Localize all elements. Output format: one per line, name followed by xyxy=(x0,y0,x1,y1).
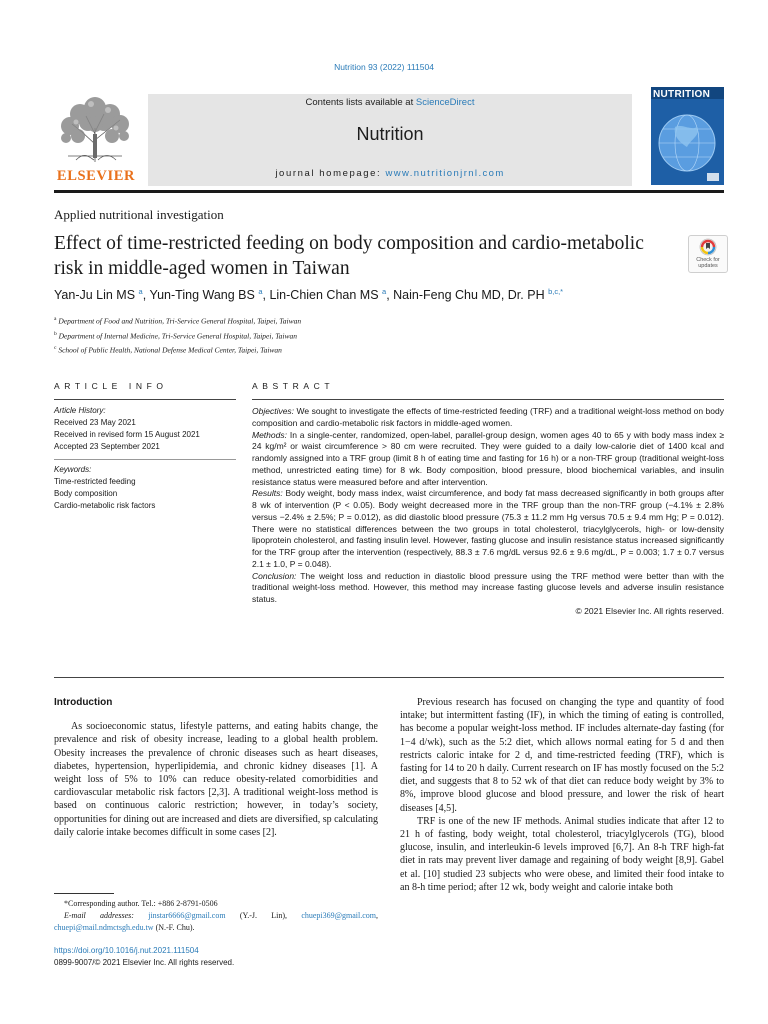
abstract-results xyxy=(252,488,724,570)
author-affiliation-marker[interactable]: a xyxy=(382,287,387,296)
abstract-copyright: © 2021 Elsevier Inc. All rights reserved. xyxy=(575,605,724,616)
check-updates-label: Check for updates xyxy=(696,257,720,269)
article-info-heading: ARTICLE INFO xyxy=(54,381,168,391)
objectives-text: We sought to investigate the effects of time-restricted feeding (TRF) and a traditional weight-loss method on body composition and cardio-metabolic risk factors in middle-aged women. xyxy=(252,406,724,428)
article-title: Effect of time-restricted feeding on body composition and cardio-metabolic risk in middle-aged women in Taiwan xyxy=(54,233,644,279)
footnote-divider xyxy=(54,893,114,894)
check-for-updates-button[interactable] xyxy=(688,235,728,273)
email-label: E-mail addresses: xyxy=(64,911,149,920)
footnotes xyxy=(54,898,378,934)
abstract-divider xyxy=(252,399,724,400)
article-history xyxy=(54,405,236,453)
author-list xyxy=(54,287,563,302)
affiliation-item xyxy=(54,342,301,357)
email-link[interactable]: jinstar6666@gmail.com xyxy=(148,911,226,920)
author-affiliation-marker[interactable]: a xyxy=(138,287,143,296)
author-separator: , xyxy=(142,288,150,303)
sciencedirect-link[interactable]: ScienceDirect xyxy=(415,97,475,108)
doi-link[interactable]: https://doi.org/10.1016/j.nut.2021.111504 xyxy=(54,946,199,955)
abstract-heading: ABSTRACT xyxy=(252,381,335,391)
affiliation-text: Department of Food and Nutrition, Tri-Service General Hospital, Taipei, Taiwan xyxy=(58,316,302,326)
keyword-item: Time-restricted feeding xyxy=(54,477,136,486)
keyword-item: Body composition xyxy=(54,489,118,498)
contents-line xyxy=(148,97,632,108)
abstract-objectives xyxy=(252,406,724,430)
check-updates-icon xyxy=(698,238,718,256)
affiliation-item xyxy=(54,328,301,343)
email-owner: (N.-F. Chu). xyxy=(153,923,195,932)
author-separator: , xyxy=(262,288,270,303)
history-accepted: Accepted 23 September 2021 xyxy=(54,442,160,451)
abstract-bottom-divider xyxy=(54,677,724,678)
article-type: Applied nutritional investigation xyxy=(54,207,224,222)
body-left-column xyxy=(54,696,378,839)
email-note xyxy=(54,910,378,934)
author-name: Yan-Ju Lin MS xyxy=(54,288,136,303)
author-name: Yun-Ting Wang BS xyxy=(149,288,255,303)
doi-block xyxy=(54,945,234,969)
keywords-label: Keywords: xyxy=(54,465,92,474)
abstract-conclusion xyxy=(252,571,724,606)
author-name: Nain-Feng Chu MD, Dr. PH xyxy=(393,288,545,303)
body-paragraph: Previous research has focused on changing the type and quantity of food intake; but intermittent fasting (IF), in which the timing of eating is controlled, has become a popular weight-loss method. IF includes alternate-day fasting (for 1−4 d/wk), such as the 5:2 diet, which allows normal eating for 5 d and then restricts caloric intake for 2 d, and time-restricted feeding (TRF), which is fasting for 14 to 20 h daily. Current research on IF has mostly focused on the 5:2 diet, and suggests that 8 to 52 wk of that diet can reduce body weight by 3% to 8%, improve blood glucose and blood pressure, and lower the risk of heart diseases [4,5]. xyxy=(400,697,724,814)
cover-globe-icon xyxy=(651,87,724,185)
article-info-divider xyxy=(54,399,236,400)
author-affiliation-marker[interactable]: b,c,* xyxy=(548,287,564,296)
author-affiliation-marker[interactable]: a xyxy=(258,287,263,296)
email-link[interactable]: chuepi@mail.ndmctsgh.edu.tw xyxy=(54,923,154,932)
cover-title: NUTRITION xyxy=(653,89,711,100)
methods-text: In a single-center, randomized, open-label, parallel-group design, women ages 40 to 65 y with body mass index ≥ 24 kg/m² or waist circumference > 80 cm were recruited. They were guided to a daily low-calorie diet of 1400 kcal and randomly assigned into a TRF group (limit 8 h of eating time and fasting for 16 h) or a non-TRF group (traditional weight-loss method, unrestricted eating time) for 8 wk. Body composition, blood pressure, blood biochemical variables, and insulin resistance status were measured before and after intervention. xyxy=(252,429,724,487)
affiliation-marker: a xyxy=(54,316,57,322)
email-owner: (Y.-J. Lin), xyxy=(225,911,302,920)
homepage-prefix: journal homepage: xyxy=(275,168,386,179)
methods-label: Methods: xyxy=(252,429,287,440)
history-revised: Received in revised form 15 August 2021 xyxy=(54,430,200,439)
conclusion-label: Conclusion: xyxy=(252,570,297,581)
affiliation-text: School of Public Health, National Defense Medical Center, Taipei, Taiwan xyxy=(58,345,282,355)
introduction-heading: Introduction xyxy=(54,697,113,708)
issn-line: 0899-9007/© 2021 Elsevier Inc. All rights reserved. xyxy=(54,958,235,967)
elsevier-tree-icon xyxy=(58,94,132,164)
keyword-item: Cardio-metabolic risk factors xyxy=(54,501,156,510)
results-text: Body weight, body mass index, waist circumference, and body fat mass decreased significantly in both groups after 8 wk of intervention (P < 0.05). Body weight decreased more in the TRF group than the non-TRF group (−4.1% ± 2.8% versus −2.4% ± 2.5%; P = 0.012), as did diastolic blood pressure (75.3 ± 11.2 mm Hg versus 70.5 ± 9.4 mm Hg; P = 0.012). There were no statistical differences between the two groups in total cholesterol, triacylglycerols, high- or low-density lipoprotein cholesterol, and fasting insulin level. However, fasting glucose and insulin resistance status increased significantly for the TRF group after the intervention (respectively, 88.3 ± 7.6 mg/dL versus 92.6 ± 9.6 mg/dL, P = 0.003; 1.7 ± 0.7 versus 2.1 ± 1.0, P = 0.048). xyxy=(252,488,724,569)
author-name: Lin-Chien Chan MS xyxy=(269,288,379,303)
elsevier-logo[interactable] xyxy=(54,94,138,186)
keywords-block xyxy=(54,464,236,512)
body-paragraph: TRF is one of the new IF methods. Animal studies indicate that after 12 to 21 h of fasting, body weight, total cholesterol, triacylglycerols (TG), blood glucose, insulin, and interleukin-6 levels improved [6,7]. An 8-h TRF high-fat diet in rats may prevent liver damage and regaining of body weight [8,9]. Gabel et al. [10] studied 23 subjects who were obese, and limited their food intake to an 8-h time period; after 12 wk, body weight and calorie intake both xyxy=(400,815,724,893)
history-label: Article History: xyxy=(54,406,106,415)
journal-cover-thumbnail[interactable] xyxy=(651,87,724,185)
corresponding-author-note: *Corresponding author. Tel.: +886 2-8791-0506 xyxy=(64,899,218,908)
affiliation-text: Department of Internal Medicine, Tri-Service General Hospital, Taipei, Taiwan xyxy=(58,331,298,340)
homepage-line xyxy=(148,168,632,179)
keywords-divider xyxy=(54,459,236,460)
body-paragraph: As socioeconomic status, lifestyle patterns, and eating habits change, the prevalence and risk of obesity increase, leading to a global health problem. Obesity increases the prevalence of chronic diseases such as heart diseases, diabetes, hypertension, hyperlipidemia, and chronic kidney diseases [1]. A weight loss of 5% to 10% can reduce obesity-related comorbidities and cardiovascular metabolic risk factors [2,3]. A traditional weight-loss method is based on continuous caloric restriction; however, in today’s society, opportunities for dining out are increased and diets are diversified, sp calculating daily calorie intake becomes difficult in some cases [2]. xyxy=(54,721,378,838)
abstract-methods xyxy=(252,430,724,489)
conclusion-text: The weight loss and reduction in diastolic blood pressure using the TRF method were better than with the traditional weight-loss method. However, this method may increase fasting glucose levels and adverse insulin resistance status. xyxy=(252,570,724,604)
affiliation-marker: c xyxy=(54,345,57,351)
body-right-column xyxy=(400,696,724,894)
affiliation-item xyxy=(54,313,301,328)
header-divider xyxy=(54,190,724,193)
results-label: Results: xyxy=(252,488,283,499)
author-separator: , xyxy=(386,288,394,303)
journal-reference-link[interactable]: Nutrition 93 (2022) 111504 xyxy=(334,62,434,72)
journal-masthead xyxy=(148,94,632,186)
affiliation-marker: b xyxy=(54,330,57,337)
email-separator: , xyxy=(376,911,378,920)
email-link[interactable]: chuepi369@gmail.com xyxy=(301,911,376,920)
objectives-label: Objectives: xyxy=(252,406,295,416)
journal-homepage-link[interactable]: www.nutritionjrnl.com xyxy=(385,168,505,179)
affiliation-list xyxy=(54,313,301,357)
abstract-body xyxy=(252,406,724,618)
journal-title: Nutrition xyxy=(356,124,424,144)
contents-prefix: Contents lists available at xyxy=(305,97,416,108)
publisher-wordmark: ELSEVIER xyxy=(56,168,136,184)
history-received: Received 23 May 2021 xyxy=(54,418,136,427)
